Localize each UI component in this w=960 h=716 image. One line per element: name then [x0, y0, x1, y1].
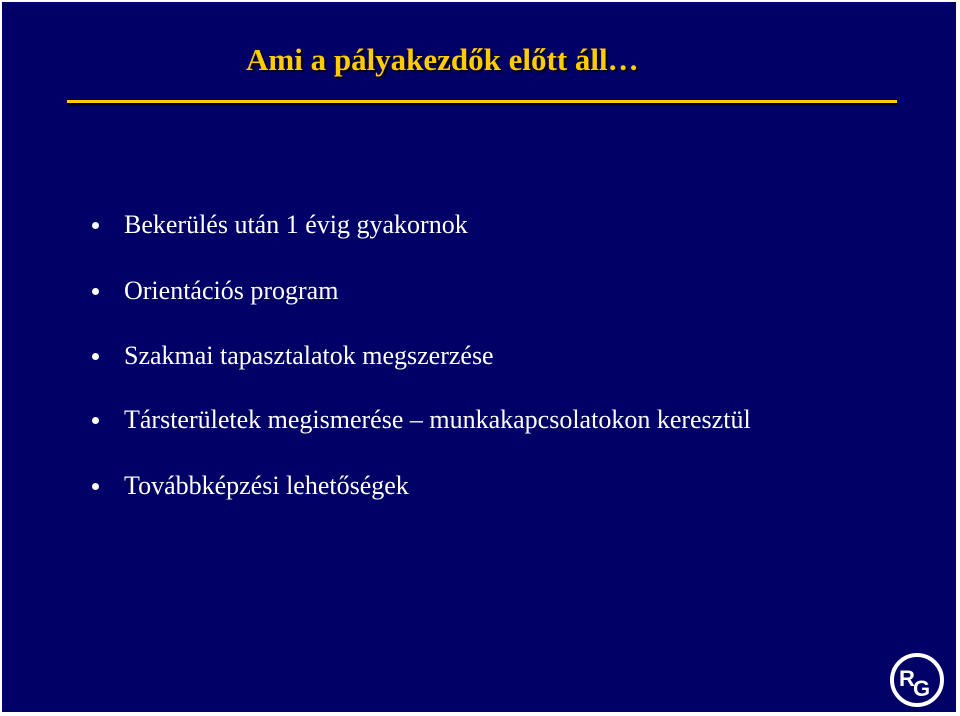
bullet-icon — [92, 288, 99, 295]
bullet-icon — [92, 483, 99, 490]
bullet-icon — [92, 417, 99, 424]
bullet-icon — [92, 353, 99, 360]
bullet-item — [92, 338, 494, 374]
bullet-text: Továbbképzési lehetőségek — [124, 471, 409, 500]
bullet-text: Szakmai tapasztalatok megszerzése — [124, 341, 494, 370]
bullet-item — [92, 207, 468, 243]
bullet-text: Bekerülés után 1 évig gyakornok — [124, 210, 468, 239]
bullet-text: Társterületek megismerése – munkakapcsolatokon keresztül — [124, 405, 751, 434]
bullet-item — [92, 402, 751, 438]
slide — [2, 2, 956, 712]
bullet-item — [92, 273, 338, 309]
slide-title: Ami a pályakezdők előtt áll… — [246, 42, 639, 77]
svg-text:R: R — [899, 666, 915, 691]
bullet-text: Orientációs program — [124, 276, 339, 305]
bullet-item — [92, 468, 409, 504]
svg-text:G: G — [913, 676, 931, 701]
title-underline — [67, 100, 897, 103]
rg-logo-icon — [889, 652, 945, 708]
bullet-icon — [92, 222, 99, 229]
